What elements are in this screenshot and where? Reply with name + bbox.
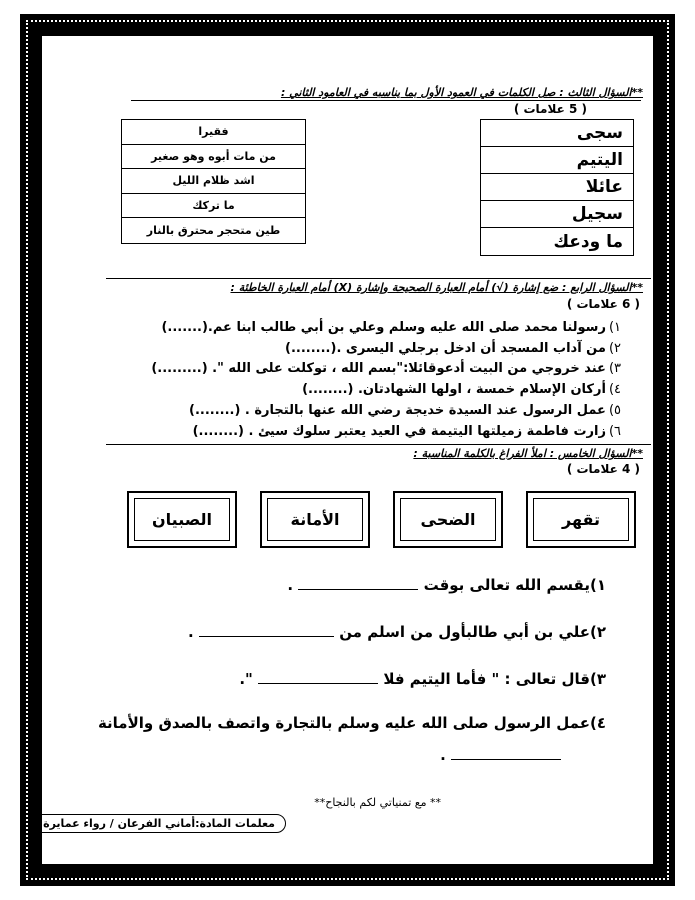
q3-word: ما ودعك (553, 231, 623, 252)
q3-word: سجى (481, 120, 633, 147)
statement-text: عند خروجي من البيت أدعوقائلا:"بسم الله ، توكلت على الله ". (.........) (151, 361, 606, 376)
q3-title: **السؤال الثالث : صل الكلمات في العمود الأول بما يناسبه في العامود الثاني : (280, 86, 643, 99)
q4-statement (151, 361, 621, 376)
word-bank-box (526, 491, 636, 548)
q3-meaning: اشد ظلام الليل (122, 169, 305, 194)
worksheet (44, 36, 651, 864)
q5-marks: ( 4 علامات ) (566, 462, 640, 476)
q3-meanings-column (121, 119, 306, 244)
sentence-text: قال تعالى : " فأما اليتيم فلا (383, 670, 590, 688)
sentence-end: . (440, 746, 446, 764)
q5-sentence-continued (440, 746, 561, 764)
statement-text: رسولنا محمد صلى الله عليه وسلم وعلي بن أبي طالب ابنا عم.(.......) (161, 320, 606, 335)
statement-number: ٢) (608, 341, 621, 356)
q5-top-rule (106, 444, 651, 445)
word-bank-box (260, 491, 370, 548)
statement-text: أركان الإسلام خمسة ، اولها الشهادتان. (........) (302, 382, 606, 397)
q3-words-column (480, 119, 634, 256)
sentence-text: عمل الرسول صلى الله عليه وسلم بالتجارة واتصف بالصدق والأمانة (97, 714, 590, 732)
statement-text: من آداب المسجد أن ادخل برجلي اليسرى .(........) (285, 341, 606, 356)
word-bank-box (393, 491, 503, 548)
word-bank-word: الضحى (420, 510, 476, 529)
statement-text: عمل الرسول عند السيدة خديجة رضي الله عنها بالتجارة . (........) (189, 403, 606, 418)
statement-number: ٦) (608, 424, 621, 439)
q4-title: **السؤال الرابع : ضع إشارة (√) أمام العبارة الصحيحة وإشارة (X) أمام العبارة الخاطئة : (230, 281, 643, 294)
statement-text: زارت فاطمة زميلتها اليتيمة في العيد يعتبر سلوك سيئ . (........) (192, 424, 606, 439)
q4-statement (161, 320, 621, 335)
q4-statement (189, 403, 621, 418)
answer-blank[interactable] (258, 671, 378, 684)
q3-meaning: من مات أبوه وهو صغير (122, 145, 305, 170)
q4-statement (193, 424, 621, 439)
q5-sentence (239, 670, 606, 688)
statement-number: ٣) (608, 361, 621, 376)
sentence-text: علي بن أبي طالبأول من اسلم من (339, 623, 590, 641)
q3-word: سجيل (481, 201, 633, 228)
q5-title: **السؤال الخامس : املأ الفراغ بالكلمة المناسبة : (413, 447, 643, 460)
sentence-end: . (188, 623, 194, 641)
q3-marks: ( 5 علامات ) (513, 102, 587, 116)
q5-sentence (98, 714, 606, 732)
good-luck-note: ** مع تمنياتي لكم بالنجاح** (314, 796, 441, 809)
q3-meaning: فقيرا (122, 120, 305, 145)
q4-top-rule (106, 278, 651, 279)
sentence-number: ٢) (589, 623, 606, 641)
sentence-number: ٤) (589, 714, 606, 732)
word-bank-word: الأمانة (290, 510, 340, 529)
sentence-end: . (287, 576, 294, 594)
statement-number: ١) (608, 320, 621, 335)
answer-blank[interactable] (451, 747, 561, 760)
sentence-number: ٣) (589, 670, 606, 688)
answer-blank[interactable] (199, 624, 334, 637)
q3-meaning: ما تركك (122, 194, 305, 219)
sentence-text: يقسم الله تعالى بوقت (423, 576, 590, 594)
sentence-end: ". (239, 670, 253, 688)
q4-statement (285, 341, 621, 356)
word-bank-box (127, 491, 237, 548)
statement-number: ٤) (608, 382, 621, 397)
teachers-credit: معلمات المادة:أماني الفرعان / رواء عمايرة (32, 814, 286, 833)
word-bank-word: الصبيان (152, 510, 212, 529)
q3-meaning: طين متحجر محترق بالنار (146, 224, 281, 238)
sentence-number: ١) (589, 576, 606, 594)
q3-underline (131, 100, 641, 101)
q3-word: عائلا (481, 174, 633, 201)
q5-sentence (188, 623, 606, 641)
statement-number: ٥) (608, 403, 621, 418)
q4-statement (302, 382, 621, 397)
answer-blank[interactable] (298, 577, 418, 590)
q4-marks: ( 6 علامات ) (566, 297, 640, 311)
q5-sentence (287, 576, 606, 594)
word-bank-word: تقهر (561, 510, 601, 529)
q3-word: اليتيم (481, 147, 633, 174)
